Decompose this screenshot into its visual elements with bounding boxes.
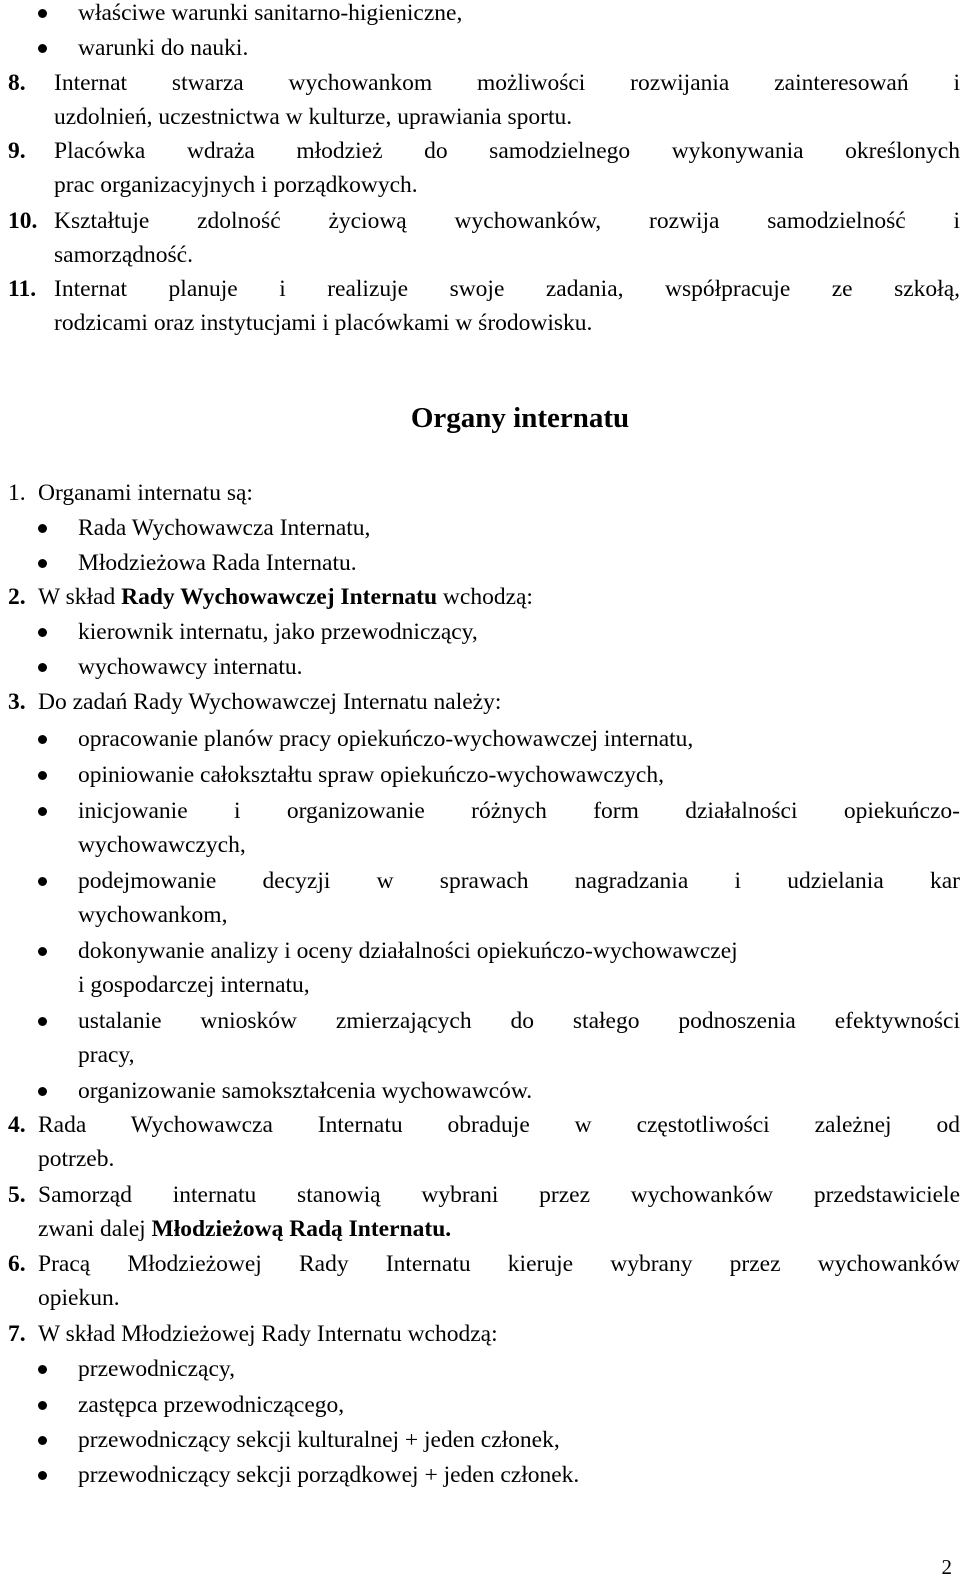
bullet-icon <box>38 44 47 53</box>
bullet-icon <box>38 877 47 886</box>
numbered-item-9: 9. Placówka wdraża młodzież do samodzielnego wykonywania określonych <box>8 138 960 164</box>
bullet-icon <box>38 1471 47 1480</box>
list-item: kierownik internatu, jako przewodniczący, <box>0 615 960 649</box>
list-item: właściwe warunki sanitarno-higieniczne, <box>0 0 960 30</box>
numbered-item-8-cont: uzdolnień, uczestnictwa w kulturze, uprawiania sportu. <box>54 104 573 130</box>
bullet-icon <box>38 1436 47 1445</box>
numbered-item-10-cont: samorządność. <box>54 242 193 268</box>
bullet-icon <box>38 628 47 637</box>
list-item: Rada Wychowawcza Internatu, <box>0 511 960 545</box>
numbered-item-6-cont: opiekun. <box>38 1285 120 1311</box>
list-item: opracowanie planów pracy opiekuńczo-wychowawczej internatu, <box>0 722 960 756</box>
list-item: organizowanie samokształcenia wychowawców. <box>0 1074 960 1108</box>
bullet-icon <box>38 1087 47 1096</box>
list-item-cont: pracy, <box>78 1042 135 1068</box>
numbered-item-11-cont: rodzicami oraz instytucjami i placówkami w środowisku. <box>54 310 593 336</box>
list-item: Młodzieżowa Rada Internatu. <box>0 546 960 580</box>
list-item: wychowawcy internatu. <box>0 650 960 684</box>
list-item: dokonywanie analizy i oceny działalności opiekuńczo-wychowawczej <box>0 934 960 968</box>
bullet-icon <box>38 735 47 744</box>
bullet-icon <box>38 559 47 568</box>
numbered-item-7: 7. W skład Młodzieżowej Rady Internatu wchodzą: <box>8 1321 498 1347</box>
bullet-icon <box>38 1017 47 1026</box>
list-item: przewodniczący sekcji porządkowej + jeden członek. <box>0 1458 960 1492</box>
numbered-item-8: 8. Internat stwarza wychowankom możliwości rozwijania zainteresowań i <box>8 70 960 96</box>
bullet-icon <box>38 807 47 816</box>
list-item: inicjowanie i organizowanie różnych form działalności opiekuńczo- <box>0 794 960 828</box>
bullet-icon <box>38 1401 47 1410</box>
list-item-cont: i gospodarczej internatu, <box>78 972 310 998</box>
numbered-item-4: 4. Rada Wychowawcza Internatu obraduje w częstotliwości zależnej od <box>8 1112 960 1138</box>
numbered-item-1: 1. Organami internatu są: <box>8 480 253 506</box>
numbered-item-2: 2. W skład Rady Wychowawczej Internatu wchodzą: <box>8 584 533 610</box>
list-item-cont: wychowawczych, <box>78 832 246 858</box>
list-item: przewodniczący sekcji kulturalnej + jeden członek, <box>0 1423 960 1457</box>
section-heading: Organy internatu <box>410 402 630 434</box>
numbered-item-9-cont: prac organizacyjnych i porządkowych. <box>54 172 418 198</box>
numbered-item-5-cont: zwani dalej Młodzieżową Radą Internatu. <box>38 1216 452 1242</box>
bullet-icon <box>38 663 47 672</box>
list-item: ustalanie wniosków zmierzających do stałego podnoszenia efektywności <box>0 1004 960 1038</box>
list-item: zastępca przewodniczącego, <box>0 1388 960 1422</box>
list-item: opiniowanie całokształtu spraw opiekuńczo-wychowawczych, <box>0 758 960 792</box>
bullet-icon <box>38 9 47 18</box>
numbered-item-10: 10. Kształtuje zdolność życiową wychowanków, rozwija samodzielność i <box>8 208 960 234</box>
numbered-item-4-cont: potrzeb. <box>38 1146 115 1172</box>
numbered-item-11: 11. Internat planuje i realizuje swoje zadania, współpracuje ze szkołą, <box>8 276 960 302</box>
list-item-cont: wychowankom, <box>78 902 228 928</box>
bullet-icon <box>38 1365 47 1374</box>
bullet-icon <box>38 947 47 956</box>
bullet-icon <box>38 524 47 533</box>
numbered-item-5: 5. Samorząd internatu stanowią wybrani przez wychowanków przedstawiciele <box>8 1182 960 1208</box>
list-item: przewodniczący, <box>0 1352 960 1386</box>
bullet-icon <box>38 771 47 780</box>
numbered-item-6: 6. Pracą Młodzieżowej Rady Internatu kieruje wybrany przez wychowanków <box>8 1251 960 1277</box>
list-item: warunki do nauki. <box>0 31 960 65</box>
numbered-item-3: 3. Do zadań Rady Wychowawczej Internatu należy: <box>8 689 502 715</box>
list-item: podejmowanie decyzji w sprawach nagradzania i udzielania kar <box>0 864 960 898</box>
page-number: 2 <box>941 1555 952 1579</box>
